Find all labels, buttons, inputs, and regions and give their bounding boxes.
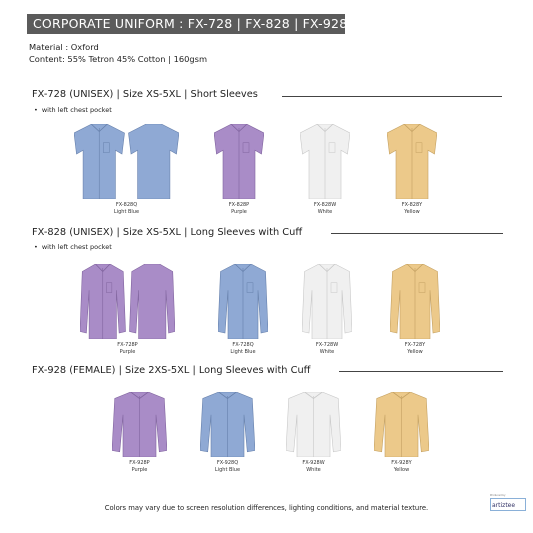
section-bullet: • with left chest pocket	[34, 106, 112, 114]
shirt-image	[387, 124, 437, 199]
product-card	[374, 392, 429, 473]
product-color: White	[319, 349, 335, 355]
logo-caption: Produced by	[490, 494, 506, 497]
section-divider	[339, 371, 503, 372]
product-code: FX-928Y	[391, 460, 412, 466]
product-code: FX-728W	[315, 342, 339, 348]
product-color: Yellow	[393, 467, 410, 473]
shirt-image	[300, 124, 350, 199]
product-code: FX-728P	[117, 342, 138, 348]
product-card	[286, 392, 341, 473]
product-color: Purple	[119, 349, 136, 355]
product-code: FX-828W	[313, 202, 337, 208]
section-heading-fx728: FX-728 (UNISEX) | Size XS-5XL | Short Sleeves	[32, 89, 258, 100]
product-card	[300, 124, 350, 215]
shirt-image	[74, 124, 179, 199]
content-text: Content: 55% Tetron 45% Cotton | 160gsm	[29, 54, 208, 64]
product-color: White	[306, 467, 321, 473]
shirt-image	[374, 392, 429, 457]
product-code: FX-828Q	[115, 202, 138, 208]
product-code: FX-828Y	[401, 202, 423, 208]
section-heading-fx928: FX-928 (FEMALE) | Size 2XS-5XL | Long Sleeves with Cuff	[32, 365, 311, 376]
section-divider	[331, 233, 503, 234]
shirt-image	[200, 392, 255, 457]
product-card	[112, 392, 167, 473]
product-color: Purple	[231, 209, 247, 215]
product-card	[387, 124, 437, 215]
product-color: Light Blue	[230, 349, 256, 355]
product-code: FX-728Y	[404, 342, 426, 348]
shirt-back	[129, 124, 180, 199]
product-card	[200, 392, 255, 473]
brand-logo	[490, 494, 526, 518]
logo-name: artiztee	[490, 498, 526, 511]
section-divider	[282, 96, 502, 97]
disclaimer-text: Colors may vary due to screen resolution differences, lighting conditions, and material texture.	[104, 504, 429, 512]
product-color: Yellow	[407, 349, 423, 355]
shirt-image	[112, 392, 167, 457]
shirt-image	[214, 124, 264, 199]
page-title: CORPORATE UNIFORM : FX-728 | FX-828 | FX-928	[27, 14, 345, 34]
shirt-image	[302, 264, 352, 339]
product-color: Yellow	[404, 209, 420, 215]
product-card	[390, 264, 440, 355]
product-card	[74, 124, 179, 215]
product-code: FX-928Q	[216, 460, 239, 466]
shirt-image	[286, 392, 341, 457]
product-card	[302, 264, 352, 355]
shirt-image	[390, 264, 440, 339]
product-color: White	[317, 209, 333, 215]
product-card	[80, 264, 175, 355]
product-color: Purple	[131, 467, 148, 473]
product-color: Light Blue	[214, 467, 241, 473]
shirt-image	[80, 264, 175, 339]
section-heading-fx828: FX-828 (UNISEX) | Size XS-5XL | Long Sleeves with Cuff	[32, 227, 303, 238]
product-card	[218, 264, 268, 355]
product-code: FX-728Q	[232, 342, 254, 348]
product-code: FX-928P	[129, 460, 150, 466]
material-text: Material : Oxford	[29, 42, 99, 52]
shirt-image	[218, 264, 268, 339]
product-code: FX-828P	[228, 202, 250, 208]
product-code: FX-928W	[302, 460, 325, 466]
product-color: Light Blue	[113, 209, 140, 215]
product-card	[214, 124, 264, 215]
section-bullet: • with left chest pocket	[34, 243, 112, 251]
shirt-back	[130, 264, 176, 339]
